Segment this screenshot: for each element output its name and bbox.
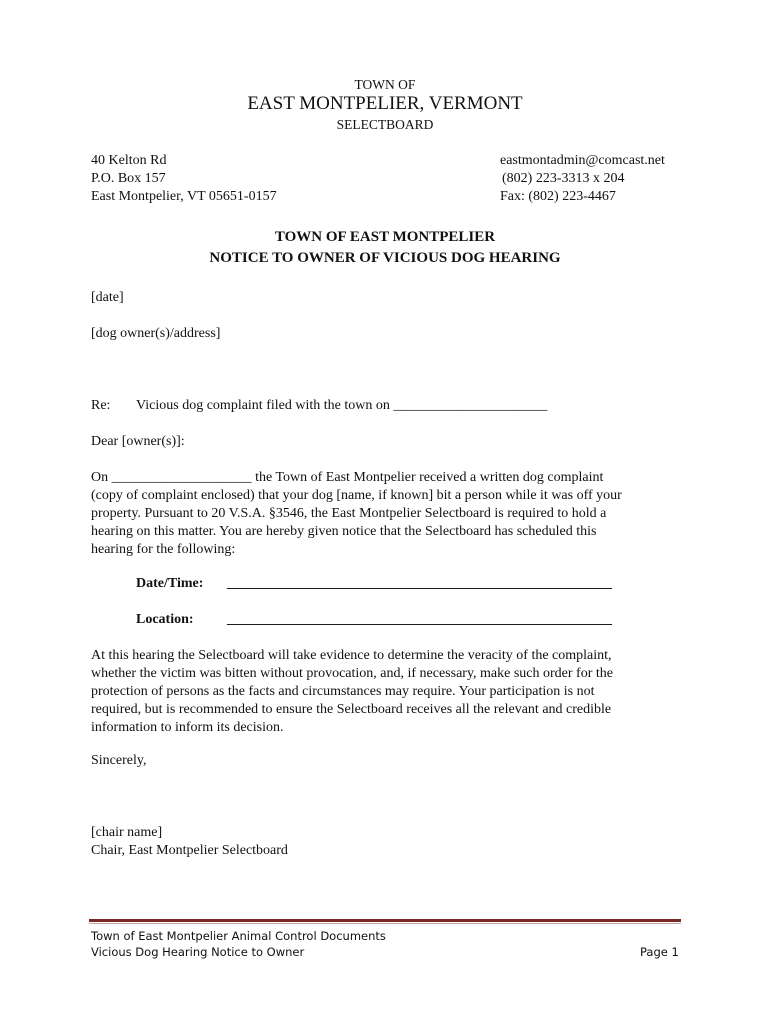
notice-title: TOWN OF EAST MONTPELIER [274,229,496,245]
location-blank: _______________________________________________________ [227,612,612,627]
paragraph-line: whether the victim was bitten without provocation, and, if necessary, make such order for the [91,666,613,681]
datetime-label: Date/Time: [136,576,204,591]
salutation: Dear [owner(s)]: [91,434,185,449]
letterhead-town-of: TOWN OF [354,77,416,92]
letterhead-board: SELECTBOARD [336,117,434,132]
paragraph-line: hearing on this matter. You are hereby given notice that the Selectboard has scheduled this [91,524,597,539]
page-number: Page 1 [640,945,679,959]
footer-line-2: Vicious Dog Hearing Notice to Owner [91,945,305,959]
contact-fax: Fax: (802) 223-4467 [500,189,616,204]
re-text: Vicious dog complaint filed with the town on ______________________ [136,398,548,413]
footer-line-1: Town of East Montpelier Animal Control Documents [91,929,386,943]
paragraph-line: hearing for the following: [91,542,236,557]
footer-divider-thin [89,923,681,924]
footer-divider [89,919,681,922]
signature-title: Chair, East Montpelier Selectboard [91,843,288,858]
paragraph-line: (copy of complaint enclosed) that your dog [name, if known] bit a person while it was off your [91,488,622,503]
re-label: Re: [91,398,111,413]
paragraph-line: On ____________________ the Town of East Montpelier received a written dog complaint [91,470,604,485]
letterhead-town-name: EAST MONTPELIER, VERMONT [247,93,523,114]
notice-subtitle: NOTICE TO OWNER OF VICIOUS DOG HEARING [209,250,561,266]
paragraph-line: At this hearing the Selectboard will take evidence to determine the veracity of the complaint, [91,648,612,663]
paragraph-line: information to inform its decision. [91,720,284,735]
signature-name: [chair name] [91,825,163,840]
paragraph-line: protection of persons as the facts and circumstances may require. Your participation is not [91,684,595,699]
location-label: Location: [136,612,194,627]
paragraph-line: required, but is recommended to ensure the Selectboard receives all the relevant and credible [91,702,612,717]
address-line: 40 Kelton Rd [91,153,167,168]
contact-email: eastmontadmin@comcast.net [500,153,665,168]
datetime-blank: _______________________________________________________ [227,576,612,591]
owner-placeholder: [dog owner(s)/address] [91,326,221,341]
address-line: P.O. Box 157 [91,171,166,186]
body-paragraph-1 [91,469,681,559]
paragraph-line: property. Pursuant to 20 V.S.A. §3546, the East Montpelier Selectboard is required to hold a [91,506,607,521]
contact-phone: (802) 223-3313 x 204 [502,171,625,186]
date-placeholder: [date] [91,290,124,305]
closing: Sincerely, [91,753,147,768]
address-line: East Montpelier, VT 05651-0157 [91,189,277,204]
body-paragraph-2 [91,647,681,737]
